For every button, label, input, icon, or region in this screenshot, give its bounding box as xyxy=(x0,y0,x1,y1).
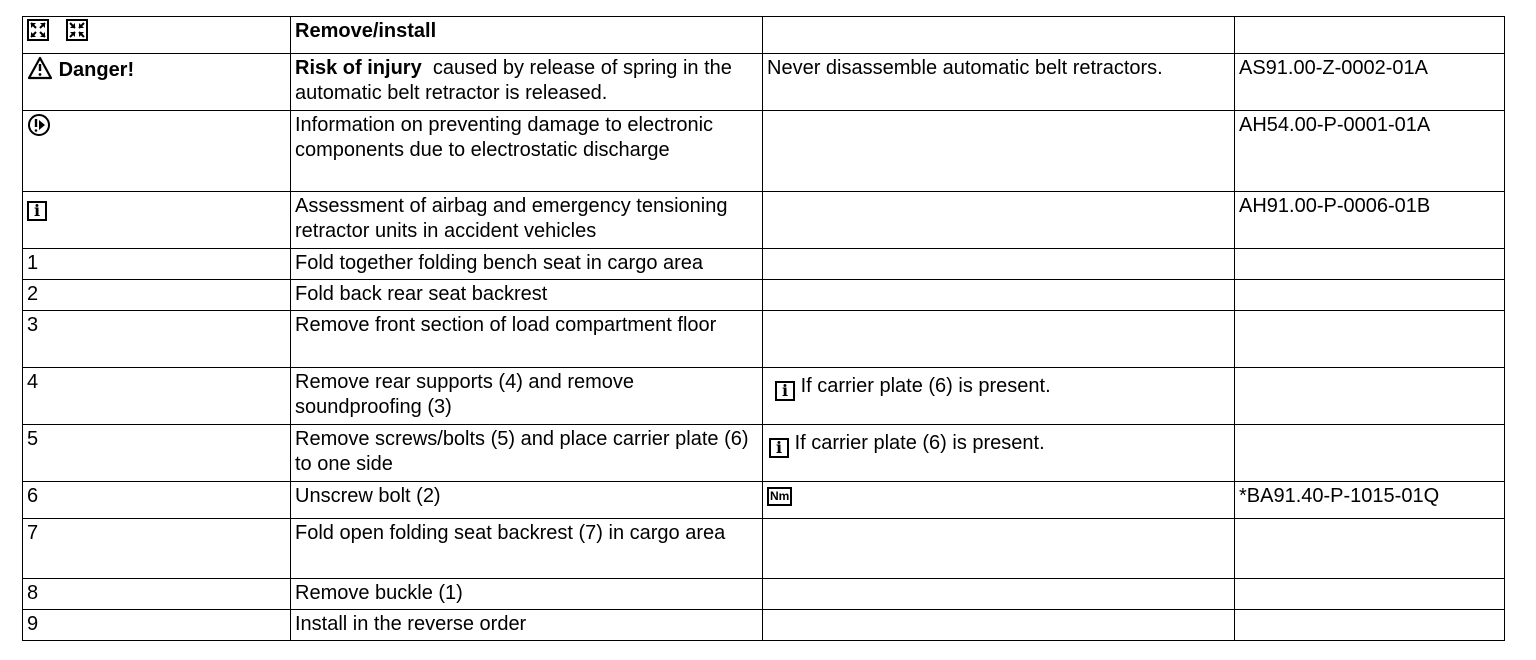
header-empty-cell xyxy=(763,17,1235,54)
danger-row xyxy=(23,54,1505,111)
step-note-cell xyxy=(763,425,1235,482)
step-row-3 xyxy=(23,311,1505,368)
header-icons-cell xyxy=(23,17,291,54)
step-number: 7 xyxy=(23,519,291,579)
step-row-2 xyxy=(23,280,1505,311)
step-text: Unscrew bolt (2) xyxy=(291,482,763,519)
step-text: Remove buckle (1) xyxy=(291,579,763,610)
step-ref-cell xyxy=(1235,425,1505,482)
danger-label: Danger! xyxy=(58,59,135,81)
danger-lead: Risk of injury xyxy=(295,57,422,79)
step-ref-cell xyxy=(1235,311,1505,368)
info-icon: i xyxy=(775,381,795,401)
esd-caution-icon xyxy=(27,113,51,137)
danger-label-cell xyxy=(23,54,291,111)
danger-ref: AS91.00-Z-0002-01A xyxy=(1235,54,1505,111)
step-note-cell xyxy=(763,482,1235,519)
step-text: Fold open folding seat backrest (7) in cargo area xyxy=(291,519,763,579)
step-row-5 xyxy=(23,425,1505,482)
step-number: 9 xyxy=(23,610,291,641)
install-icon xyxy=(66,19,88,41)
step-note-cell xyxy=(763,249,1235,280)
procedure-table xyxy=(22,16,1505,641)
step-note-cell xyxy=(763,519,1235,579)
step-text: Remove screws/bolts (5) and place carrier plate (6) to one side xyxy=(291,425,763,482)
info-icon-cell xyxy=(23,192,291,249)
info-icon: i xyxy=(769,438,789,458)
info-ref: AH91.00-P-0006-01B xyxy=(1235,192,1505,249)
esd-icon-cell xyxy=(23,111,291,192)
header-title: Remove/install xyxy=(291,17,763,54)
danger-text-cell xyxy=(291,54,763,111)
danger-text: caused by release of spring in the automatic belt retractor is released. xyxy=(295,57,732,104)
step-row-9 xyxy=(23,610,1505,641)
step-text: Fold back rear seat backrest xyxy=(291,280,763,311)
step-note: If carrier plate (6) is present. xyxy=(794,432,1045,454)
step-note-cell xyxy=(763,610,1235,641)
step-row-8 xyxy=(23,579,1505,610)
esd-empty-cell xyxy=(763,111,1235,192)
step-note-cell xyxy=(763,280,1235,311)
step-ref: *BA91.40-P-1015-01Q xyxy=(1235,482,1505,519)
step-ref-cell xyxy=(1235,579,1505,610)
step-number: 4 xyxy=(23,368,291,425)
step-text: Remove front section of load compartment floor xyxy=(291,311,763,368)
info-text: Assessment of airbag and emergency tensioning retractor units in accident vehicles xyxy=(291,192,763,249)
torque-icon: Nm xyxy=(767,487,792,506)
step-note-cell xyxy=(763,368,1235,425)
step-number: 8 xyxy=(23,579,291,610)
step-ref-cell xyxy=(1235,249,1505,280)
danger-remark: Never disassemble automatic belt retractors. xyxy=(763,54,1235,111)
esd-text: Information on preventing damage to electronic components due to electrostatic discharge xyxy=(291,111,763,192)
step-ref-cell xyxy=(1235,280,1505,311)
step-row-4 xyxy=(23,368,1505,425)
warning-triangle-icon xyxy=(27,56,53,80)
esd-ref: AH54.00-P-0001-01A xyxy=(1235,111,1505,192)
remove-icon xyxy=(27,19,49,41)
step-row-6 xyxy=(23,482,1505,519)
step-number: 6 xyxy=(23,482,291,519)
header-empty-cell xyxy=(1235,17,1505,54)
step-text: Install in the reverse order xyxy=(291,610,763,641)
step-note: If carrier plate (6) is present. xyxy=(800,375,1051,397)
step-row-7 xyxy=(23,519,1505,579)
step-note-cell xyxy=(763,311,1235,368)
esd-note-row xyxy=(23,111,1505,192)
step-number: 1 xyxy=(23,249,291,280)
step-note-cell xyxy=(763,579,1235,610)
info-empty-cell xyxy=(763,192,1235,249)
info-note-row xyxy=(23,192,1505,249)
step-ref-cell xyxy=(1235,368,1505,425)
step-number: 2 xyxy=(23,280,291,311)
step-text: Remove rear supports (4) and remove soundproofing (3) xyxy=(291,368,763,425)
step-row-1 xyxy=(23,249,1505,280)
step-number: 5 xyxy=(23,425,291,482)
step-ref-cell xyxy=(1235,610,1505,641)
info-icon: i xyxy=(27,201,47,221)
step-text: Fold together folding bench seat in cargo area xyxy=(291,249,763,280)
table-header-row xyxy=(23,17,1505,54)
step-number: 3 xyxy=(23,311,291,368)
step-ref-cell xyxy=(1235,519,1505,579)
